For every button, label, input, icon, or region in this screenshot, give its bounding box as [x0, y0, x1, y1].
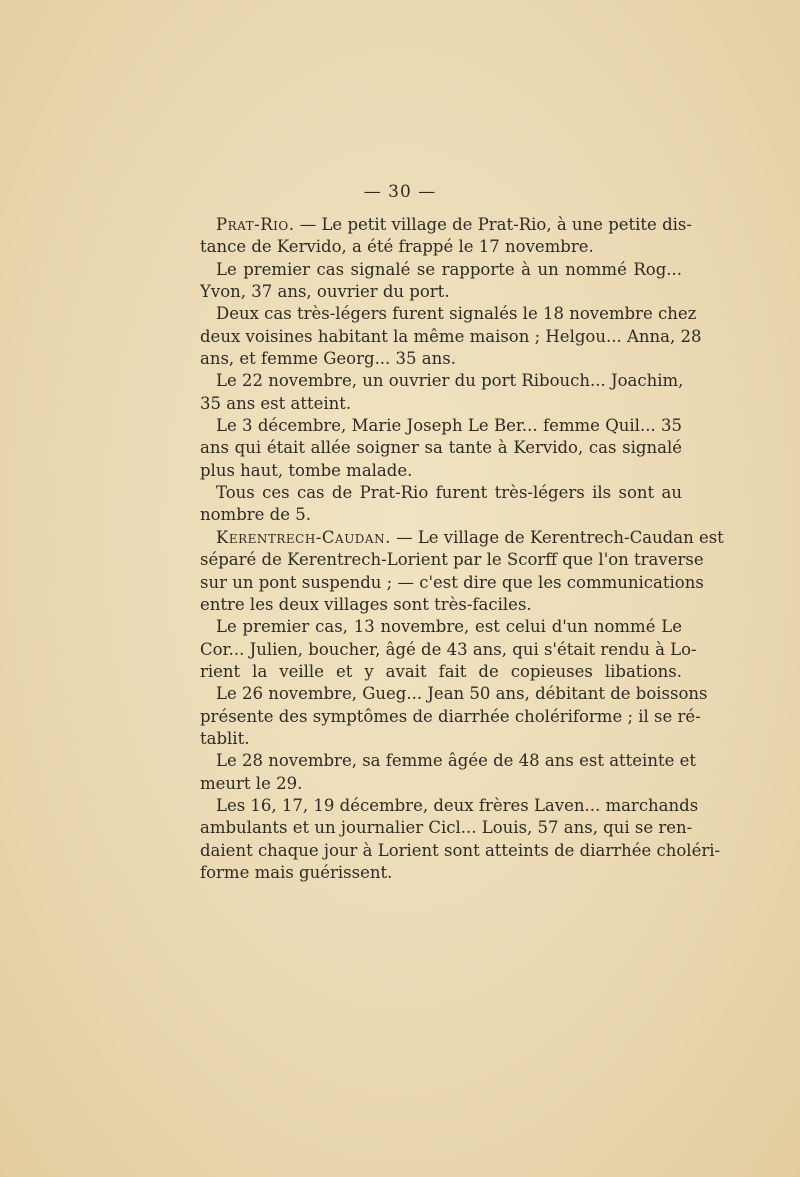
text-line	[200, 840, 721, 862]
line-text: Le 26 novembre, Gueg... Jean 50 ans, débitant de boissons	[216, 684, 708, 704]
text-line	[200, 817, 693, 839]
line-text: présente des symptômes de diarrhée cholériforme ; il se ré-	[200, 706, 701, 726]
line-text: entre les deux villages sont très-faciles.	[200, 594, 532, 614]
text-line	[200, 415, 682, 437]
line-text: Deux cas très-légers furent signalés le 18 novembre chez	[216, 304, 697, 324]
line-text: Le 3 décembre, Marie Joseph Le Ber... femme Quil... 35	[216, 416, 682, 436]
line-text: meurt le 29.	[200, 773, 303, 793]
line-text: Yvon, 37 ans, ouvrier du port.	[200, 282, 450, 302]
line-text: Le premier cas signalé se rapporte à un nommé Rog...	[216, 259, 682, 279]
text-line	[200, 460, 682, 482]
text-line	[200, 437, 682, 459]
line-text: tablit.	[200, 728, 250, 748]
line-text: — Le petit village de Prat-Rio, à une petite dis-	[299, 215, 692, 234]
section-heading: Prat-Rio.	[216, 215, 295, 234]
text-line	[200, 683, 708, 705]
line-text: Cor... Julien, boucher, âgé de 43 ans, qui s'était rendu à Lo-	[200, 639, 697, 659]
text-line	[200, 594, 682, 616]
line-text: Tous ces cas de Prat-Rio furent très-légers ils sont au	[216, 483, 682, 503]
body-text	[200, 214, 724, 884]
section-heading-line	[200, 527, 724, 549]
text-line	[200, 572, 704, 594]
text-line	[200, 482, 682, 504]
text-line	[200, 303, 697, 325]
section-heading-line	[200, 214, 692, 236]
line-text: Le premier cas, 13 novembre, est celui d'un nommé Le	[216, 617, 682, 637]
line-text: ans, et femme Georg... 35 ans.	[200, 349, 456, 369]
line-text: forme mais guérissent.	[200, 862, 393, 882]
text-line	[200, 326, 702, 348]
line-text: ans qui était allée soigner sa tante à Kervido, cas signalé	[200, 438, 682, 458]
line-text: sur un pont suspendu ; — c'est dire que les communications	[200, 572, 704, 592]
text-line	[200, 706, 701, 728]
line-text: tance de Kervido, a été frappé le 17 novembre.	[200, 237, 594, 257]
text-line	[200, 348, 682, 370]
line-text: Les 16, 17, 19 décembre, deux frères Laven... marchands	[216, 795, 699, 815]
text-line	[200, 773, 682, 795]
text-line	[200, 862, 682, 884]
text-line	[200, 281, 682, 303]
text-line	[200, 728, 682, 750]
page-number: — 30 —	[363, 182, 437, 202]
line-text: — Le village de Kerentrech-Caudan est	[396, 527, 724, 547]
line-text: deux voisines habitant la même maison ; Helgou... Anna, 28	[200, 326, 702, 346]
line-text: nombre de 5.	[200, 505, 311, 525]
text-line	[200, 795, 699, 817]
text-line	[200, 750, 696, 772]
text-line	[200, 259, 682, 281]
line-text: daient chaque jour à Lorient sont atteints de diarrhée choléri-	[200, 840, 721, 860]
text-line	[200, 616, 682, 638]
line-text: rient la veille et y avait fait de copieuses libations.	[200, 661, 682, 681]
text-line	[200, 549, 704, 571]
text-line	[200, 504, 682, 526]
line-text: séparé de Kerentrech-Lorient par le Scorff que l'on traverse	[200, 550, 704, 570]
line-text: Le 22 novembre, un ouvrier du port Ribouch... Joachim,	[216, 371, 684, 391]
section-heading: Kerentrech-Caudan.	[216, 527, 391, 547]
text-line	[200, 236, 682, 258]
text-line	[200, 370, 682, 392]
text-line	[200, 393, 682, 415]
line-text: Le 28 novembre, sa femme âgée de 48 ans est atteinte et	[216, 751, 696, 771]
text-line	[200, 639, 697, 661]
line-text: plus haut, tombe malade.	[200, 460, 413, 480]
line-text: ambulants et un journalier Cicl... Louis, 57 ans, qui se ren-	[200, 818, 693, 838]
line-text: 35 ans est atteint.	[200, 393, 352, 413]
text-line	[200, 661, 682, 683]
